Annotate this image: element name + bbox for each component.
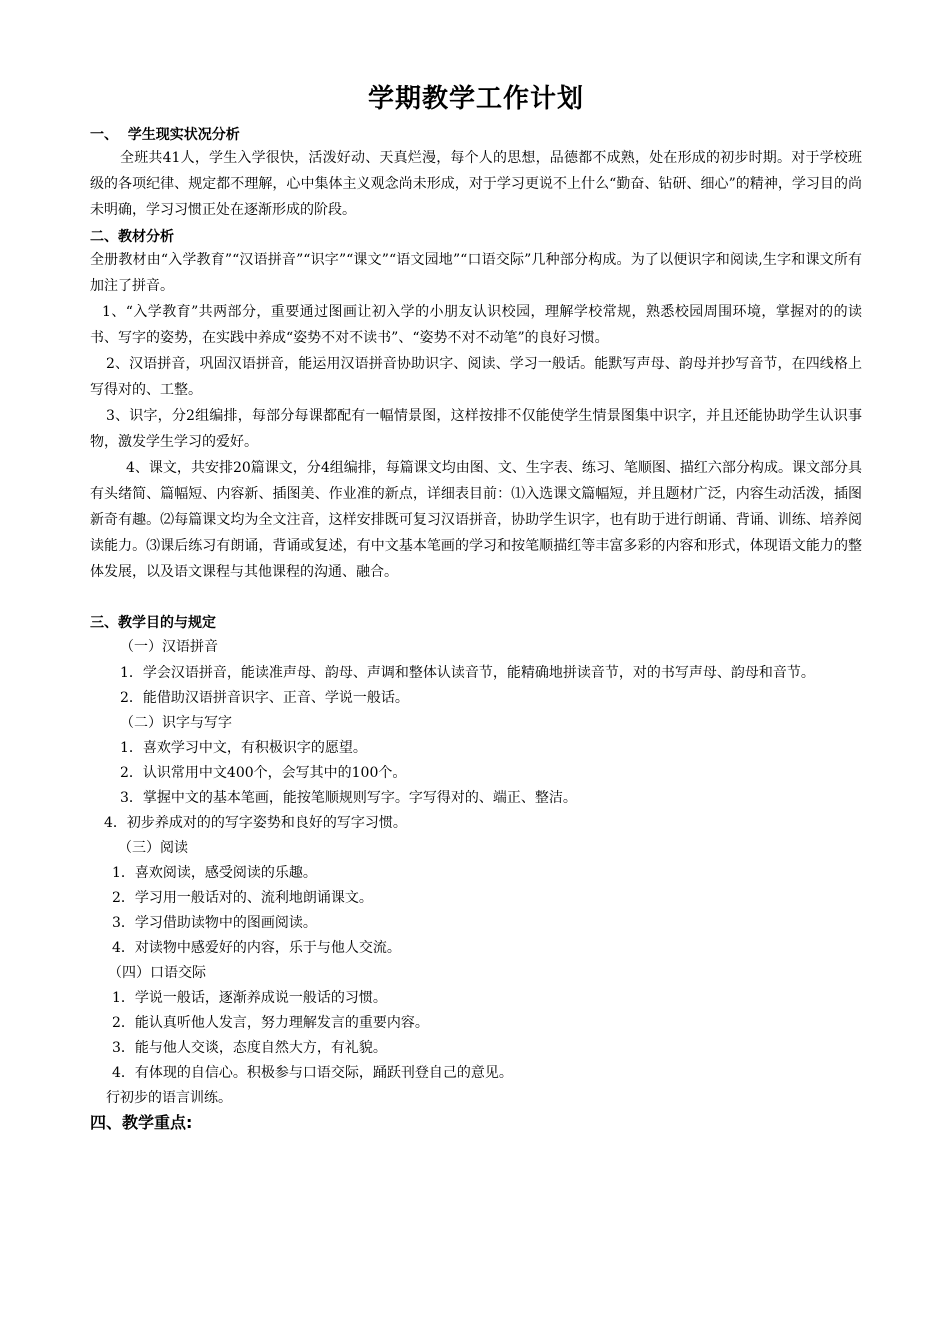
textbook-item-2: 2、汉语拼音，巩固汉语拼音，能运用汉语拼音协助识字、阅读、学习一般话。能默写声母、韵母并抄写音节，在四线格上写得对的、工整。 [90, 356, 862, 398]
subheading-reading: （三）阅读 [118, 840, 188, 856]
writing-goal-2: 2．认识常用中文400个，会写其中的100个。 [120, 765, 407, 781]
writing-goal-3: 3．掌握中文的基本笔画，能按笔顺规则写字。字写得对的、端正、整洁。 [120, 790, 577, 806]
page-title: 学期教学工作计划 [367, 84, 584, 114]
textbook-item-3: 3、识字，分2组编排，每部分每课都配有一幅情景图，这样按排不仅能使学生情景图集中识字，并且还能协助学生认识事物，激发学生学习的爱好。 [90, 408, 862, 450]
student-analysis-paragraph: 全班共41人，学生入学很快，活泼好动、天真烂漫，每个人的思想，品德都不成熟，处在形成的初步时期。对于学校班级的各项纪律、规定都不理解，心中集体主义观念尚未形成，对于学习更说不上什么“勤奋、钻研、细心”的精神，学习目的尚未明确，学习习惯正处在逐渐形成的阶段。 [90, 150, 862, 218]
textbook-item-4: 4、课文，共安排20篇课文，分4组编排，每篇课文均由图、文、生字表、练习、笔顺图、描红六部分构成。课文部分具有头绪简、篇幅短、内容新、插图美、作业准的新点，详细表目前：⑴入选课文篇幅短，并且题材广泛，内容生动活泼，插图新奇有趣。⑵每篇课文均为全文注音，这样安排既可复习汉语拼音，协助学生识字，也有助于进行朗诵、背诵、训练、培养阅读能力。⑶课后练习有朗诵，背诵或复述，有中文基本笔画的学习和按笔顺描红等丰富多彩的内容和形式，体现语文能力的整体发展，以及语文课程与其他课程的沟通、融合。 [90, 460, 862, 580]
reading-goal-2: 2．学习用一般话对的、流利地朗诵课文。 [112, 890, 373, 906]
pinyin-goal-1: 1．学会汉语拼音，能读准声母、韵母、声调和整体认读音节，能精确地拼读音节，对的书写声母、韵母和音节。 [120, 665, 815, 681]
section-heading-key-points: 四、教学重点: [90, 1113, 193, 1132]
reading-goal-1: 1．喜欢阅读，感受阅读的乐趣。 [112, 865, 317, 881]
section-heading-student-analysis: 一、 学生现实状况分析 [90, 127, 240, 143]
oral-goal-2: 2．能认真听他人发言，努力理解发言的重要内容。 [112, 1015, 429, 1031]
subheading-writing: （二）识字与写字 [120, 715, 232, 731]
oral-goal-5: 行初步的语言训练。 [106, 1090, 232, 1106]
textbook-item-1: 1、“入学教育”共两部分，重要通过图画让初入学的小朋友认识校园，理解学校常规，熟悉校园周围环境，掌握对的的读书、写字的姿势，在实践中养成“姿势不对不读书”、“姿势不对不动笔”的良好习惯。 [90, 304, 862, 346]
section-heading-goals: 三、教学目的与规定 [90, 615, 216, 631]
writing-goal-1: 1．喜欢学习中文，有积极识字的愿望。 [120, 740, 367, 756]
spacer [90, 585, 862, 611]
oral-goal-1: 1．学说一般话，逐渐养成说一般话的习惯。 [112, 990, 387, 1006]
section-heading-textbook-analysis: 二、教材分析 [90, 229, 174, 245]
pinyin-goal-2: 2．能借助汉语拼音识字、正音、学说一般话。 [120, 690, 409, 706]
reading-goal-4: 4．对读物中感爱好的内容，乐于与他人交流。 [112, 940, 401, 956]
subheading-pinyin: （一）汉语拼音 [120, 639, 218, 655]
document-page [90, 78, 862, 1135]
subheading-oral: （四）口语交际 [108, 965, 206, 981]
textbook-intro-paragraph: 全册教材由“入学教育”“汉语拼音”“识字”“课文”“语文园地”“口语交际”几种部分构成。为了以便识字和阅读,生字和课文所有加注了拼音。 [90, 252, 862, 294]
oral-goal-3: 3．能与他人交谈，态度自然大方，有礼貌。 [112, 1040, 387, 1056]
writing-goal-4: 4．初步养成对的的写字姿势和良好的写字习惯。 [104, 815, 407, 831]
reading-goal-3: 3．学习借助读物中的图画阅读。 [112, 915, 317, 931]
oral-goal-4: 4．有体现的自信心。积极参与口语交际，踊跃刊登自己的意见。 [112, 1065, 513, 1081]
